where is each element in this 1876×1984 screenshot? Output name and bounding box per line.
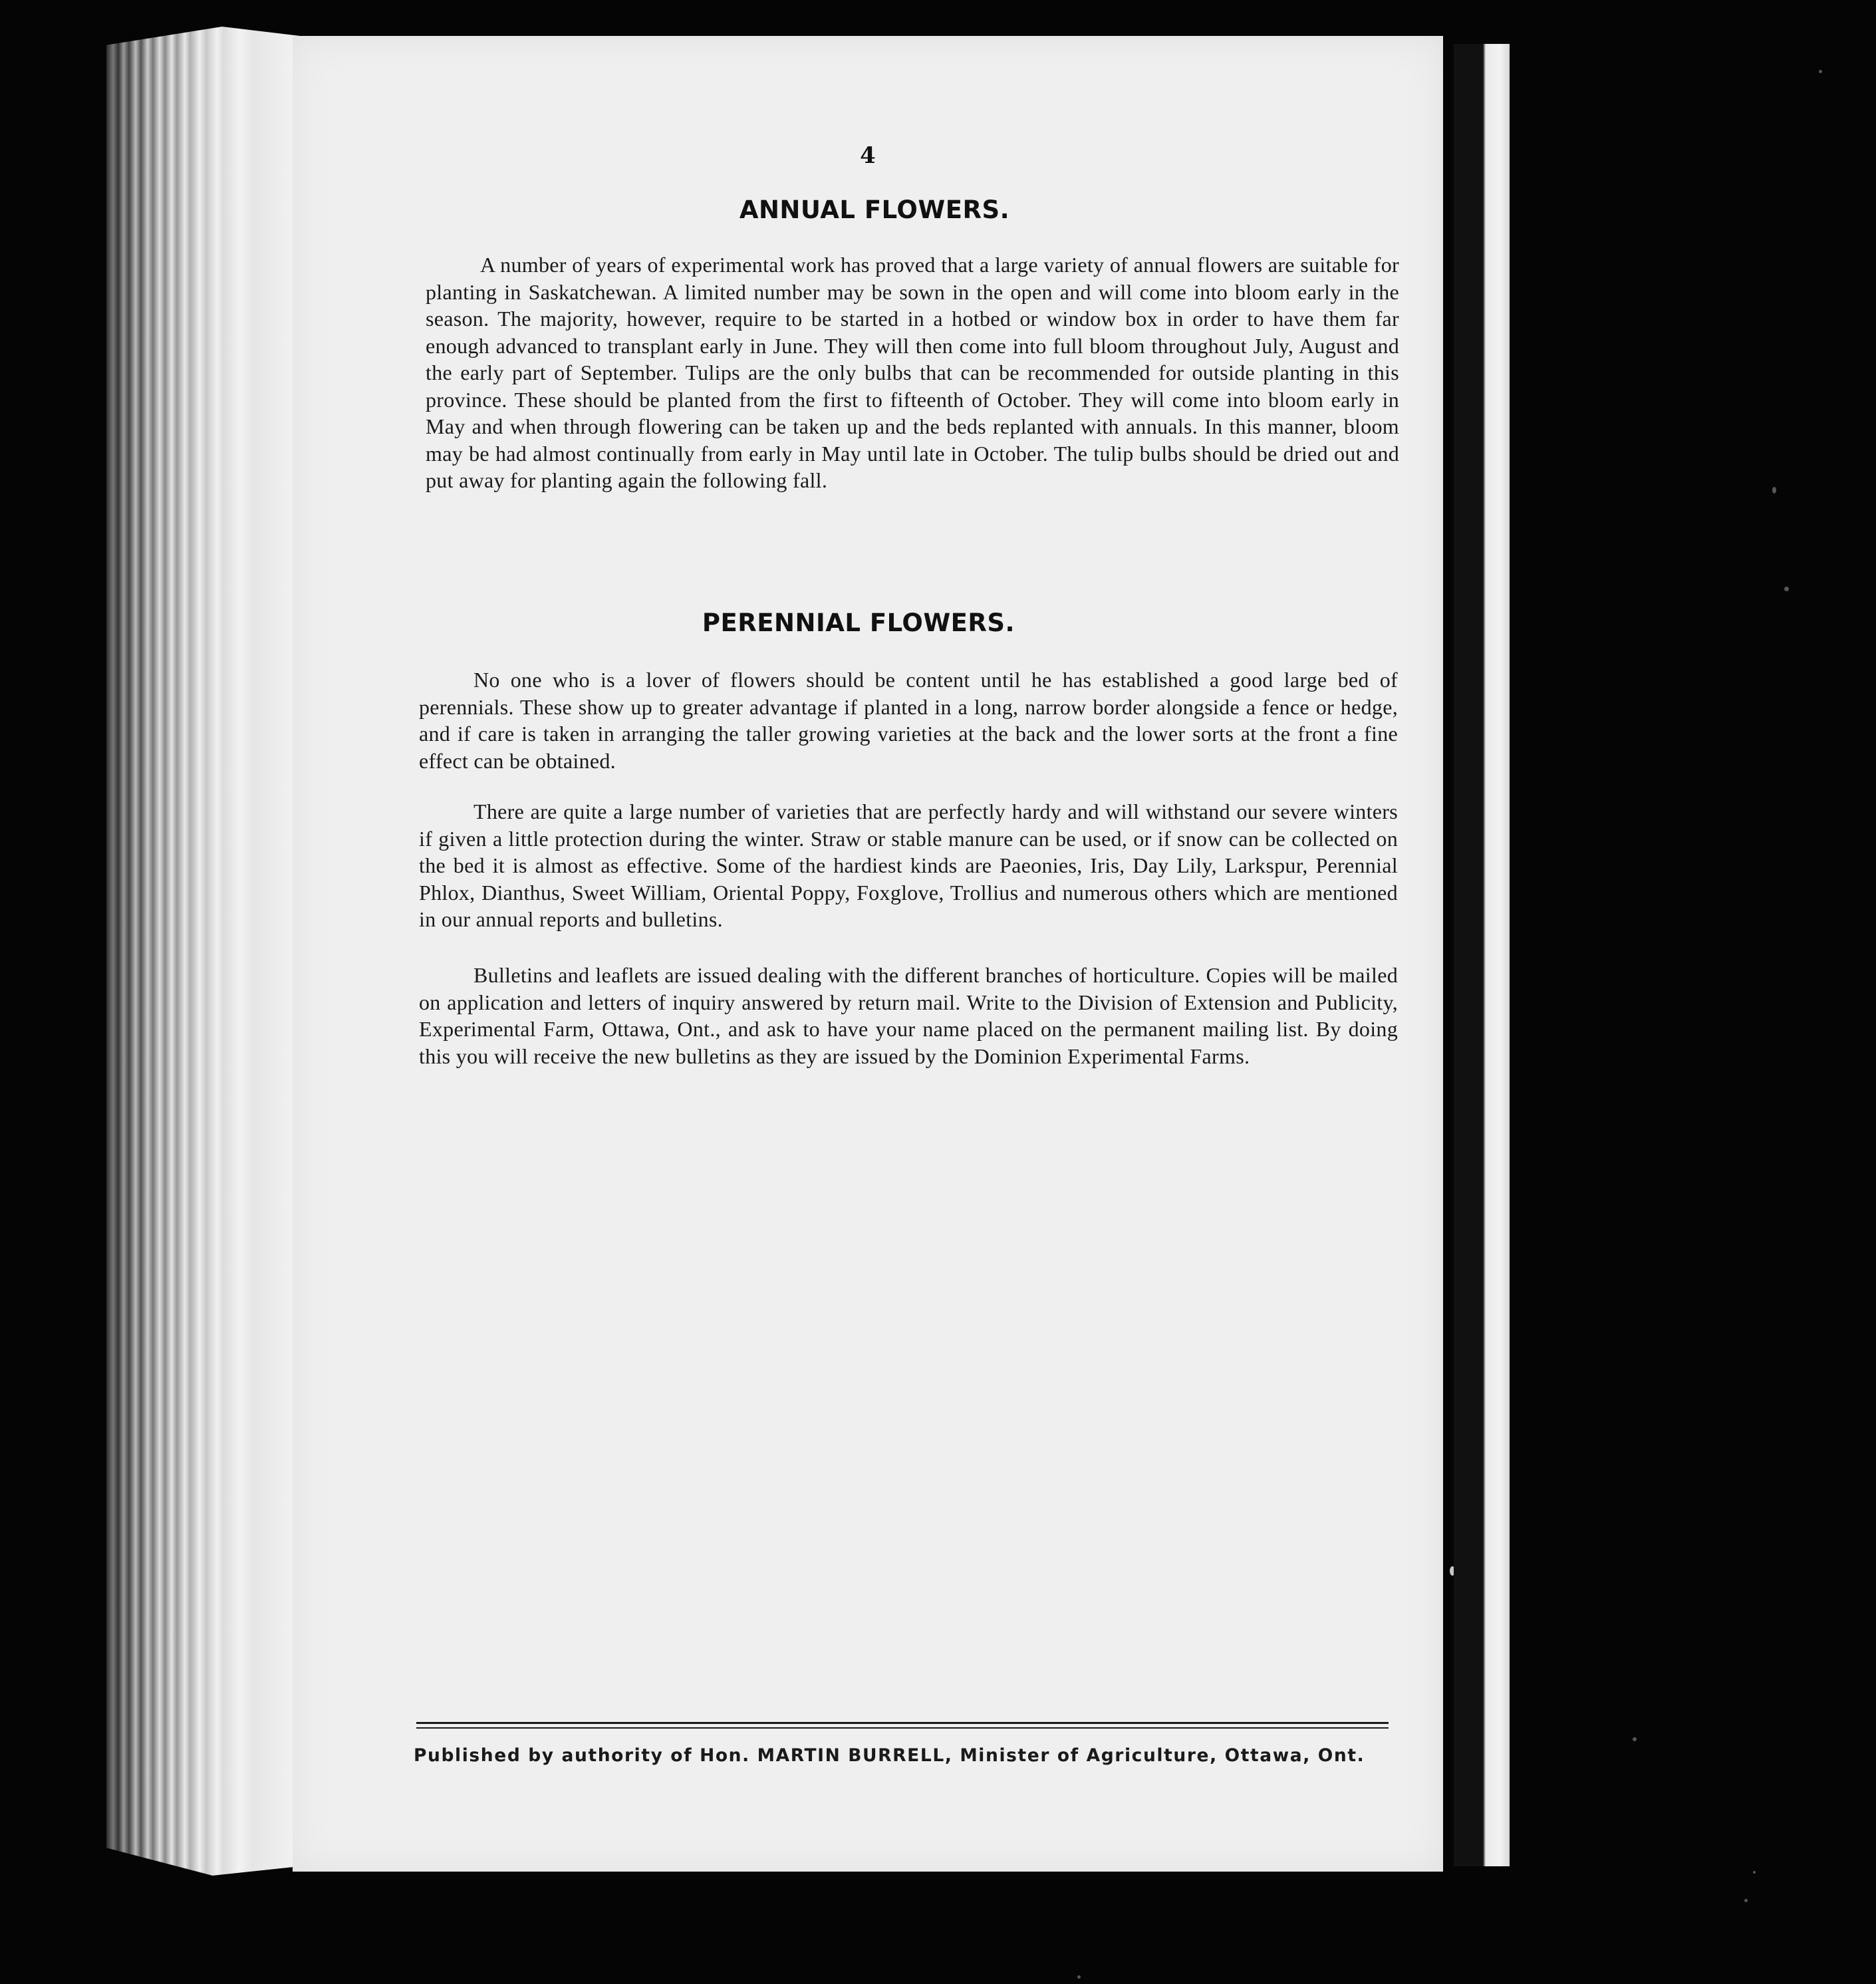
film-speck — [1772, 487, 1776, 494]
footer-rule-top — [416, 1722, 1389, 1724]
paragraph-bulletins: Bulletins and leaflets are issued dealing with the different branches of horticulture. Copies will be mailed on application and letters of inquiry answered by return mail. Write to the Division of Extension and Publicity, Experimental Farm, Ottawa, Ont., and ask to have your name placed on the permanent mailing list. By doing this you will receive the new bulletins as they are issued by the Dominion Experimental Farms. — [419, 963, 1398, 1068]
film-speck — [1077, 1975, 1081, 1979]
film-speck — [1744, 1899, 1748, 1902]
facing-page-edge — [1454, 44, 1510, 1866]
page-stack-edges — [106, 27, 299, 1876]
publisher-footer: Published by authority of Hon. MARTIN BURRELL, Minister of Agriculture, Ottawa, Ont. — [414, 1745, 1365, 1766]
footer-rule-bottom — [416, 1727, 1389, 1729]
film-speck — [1819, 70, 1822, 73]
paragraph-annual-flowers: A number of years of experimental work has proved that a large variety of annual flowers are suitable for planting in Saskatchewan. A limited number may be sown in the open and will come into bloom early in the season. The majority, however, require to be started in a hotbed or window box in order to have them far enough advanced to transplant early in June. They will then come into full bloom throughout July, August and the early part of September. Tulips are the only bulbs that can be recommended for outside planting in this province. These should be planted from the first to fifteenth of October. They will come into bloom early in May and when through flowering can be taken up and the beds replanted with annuals. In this manner, bloom may be had almost continually from early in May until late in October. The tulip bulbs should be dried out and put away for planting again the following fall. — [426, 253, 1399, 492]
film-speck — [1633, 1737, 1637, 1741]
section-heading-annual-flowers: ANNUAL FLOWERS. — [739, 196, 1010, 224]
section-heading-perennial-flowers: PERENNIAL FLOWERS. — [702, 609, 1015, 637]
paragraph-perennial-varieties: There are quite a large number of varieties that are perfectly hardy and will withstand our severe winters if given a little protection during the winter. Straw or stable manure can be used, or if snow can be collected on the bed it is almost as effective. Some of the hardiest kinds are Paeonies, Iris, Day Lily, Larkspur, Perennial Phlox, Dianthus, Sweet William, Oriental Poppy, Foxglove, Trollius and numerous others which are mentioned in our annual reports and bulletins. — [419, 799, 1398, 931]
film-speck — [1753, 1871, 1756, 1874]
paragraph-perennial-intro: No one who is a lover of flowers should be content until he has established a good large bed of perennials. These show up to greater advantage if planted in a long, narrow border alongside a fence or hedge, and if care is taken in arranging the taller growing varieties at the back and the lower sorts at the front a fine effect can be obtained. — [419, 668, 1398, 773]
page-number: 4 — [860, 142, 876, 169]
film-speck — [1784, 587, 1789, 591]
document-page — [293, 36, 1443, 1872]
